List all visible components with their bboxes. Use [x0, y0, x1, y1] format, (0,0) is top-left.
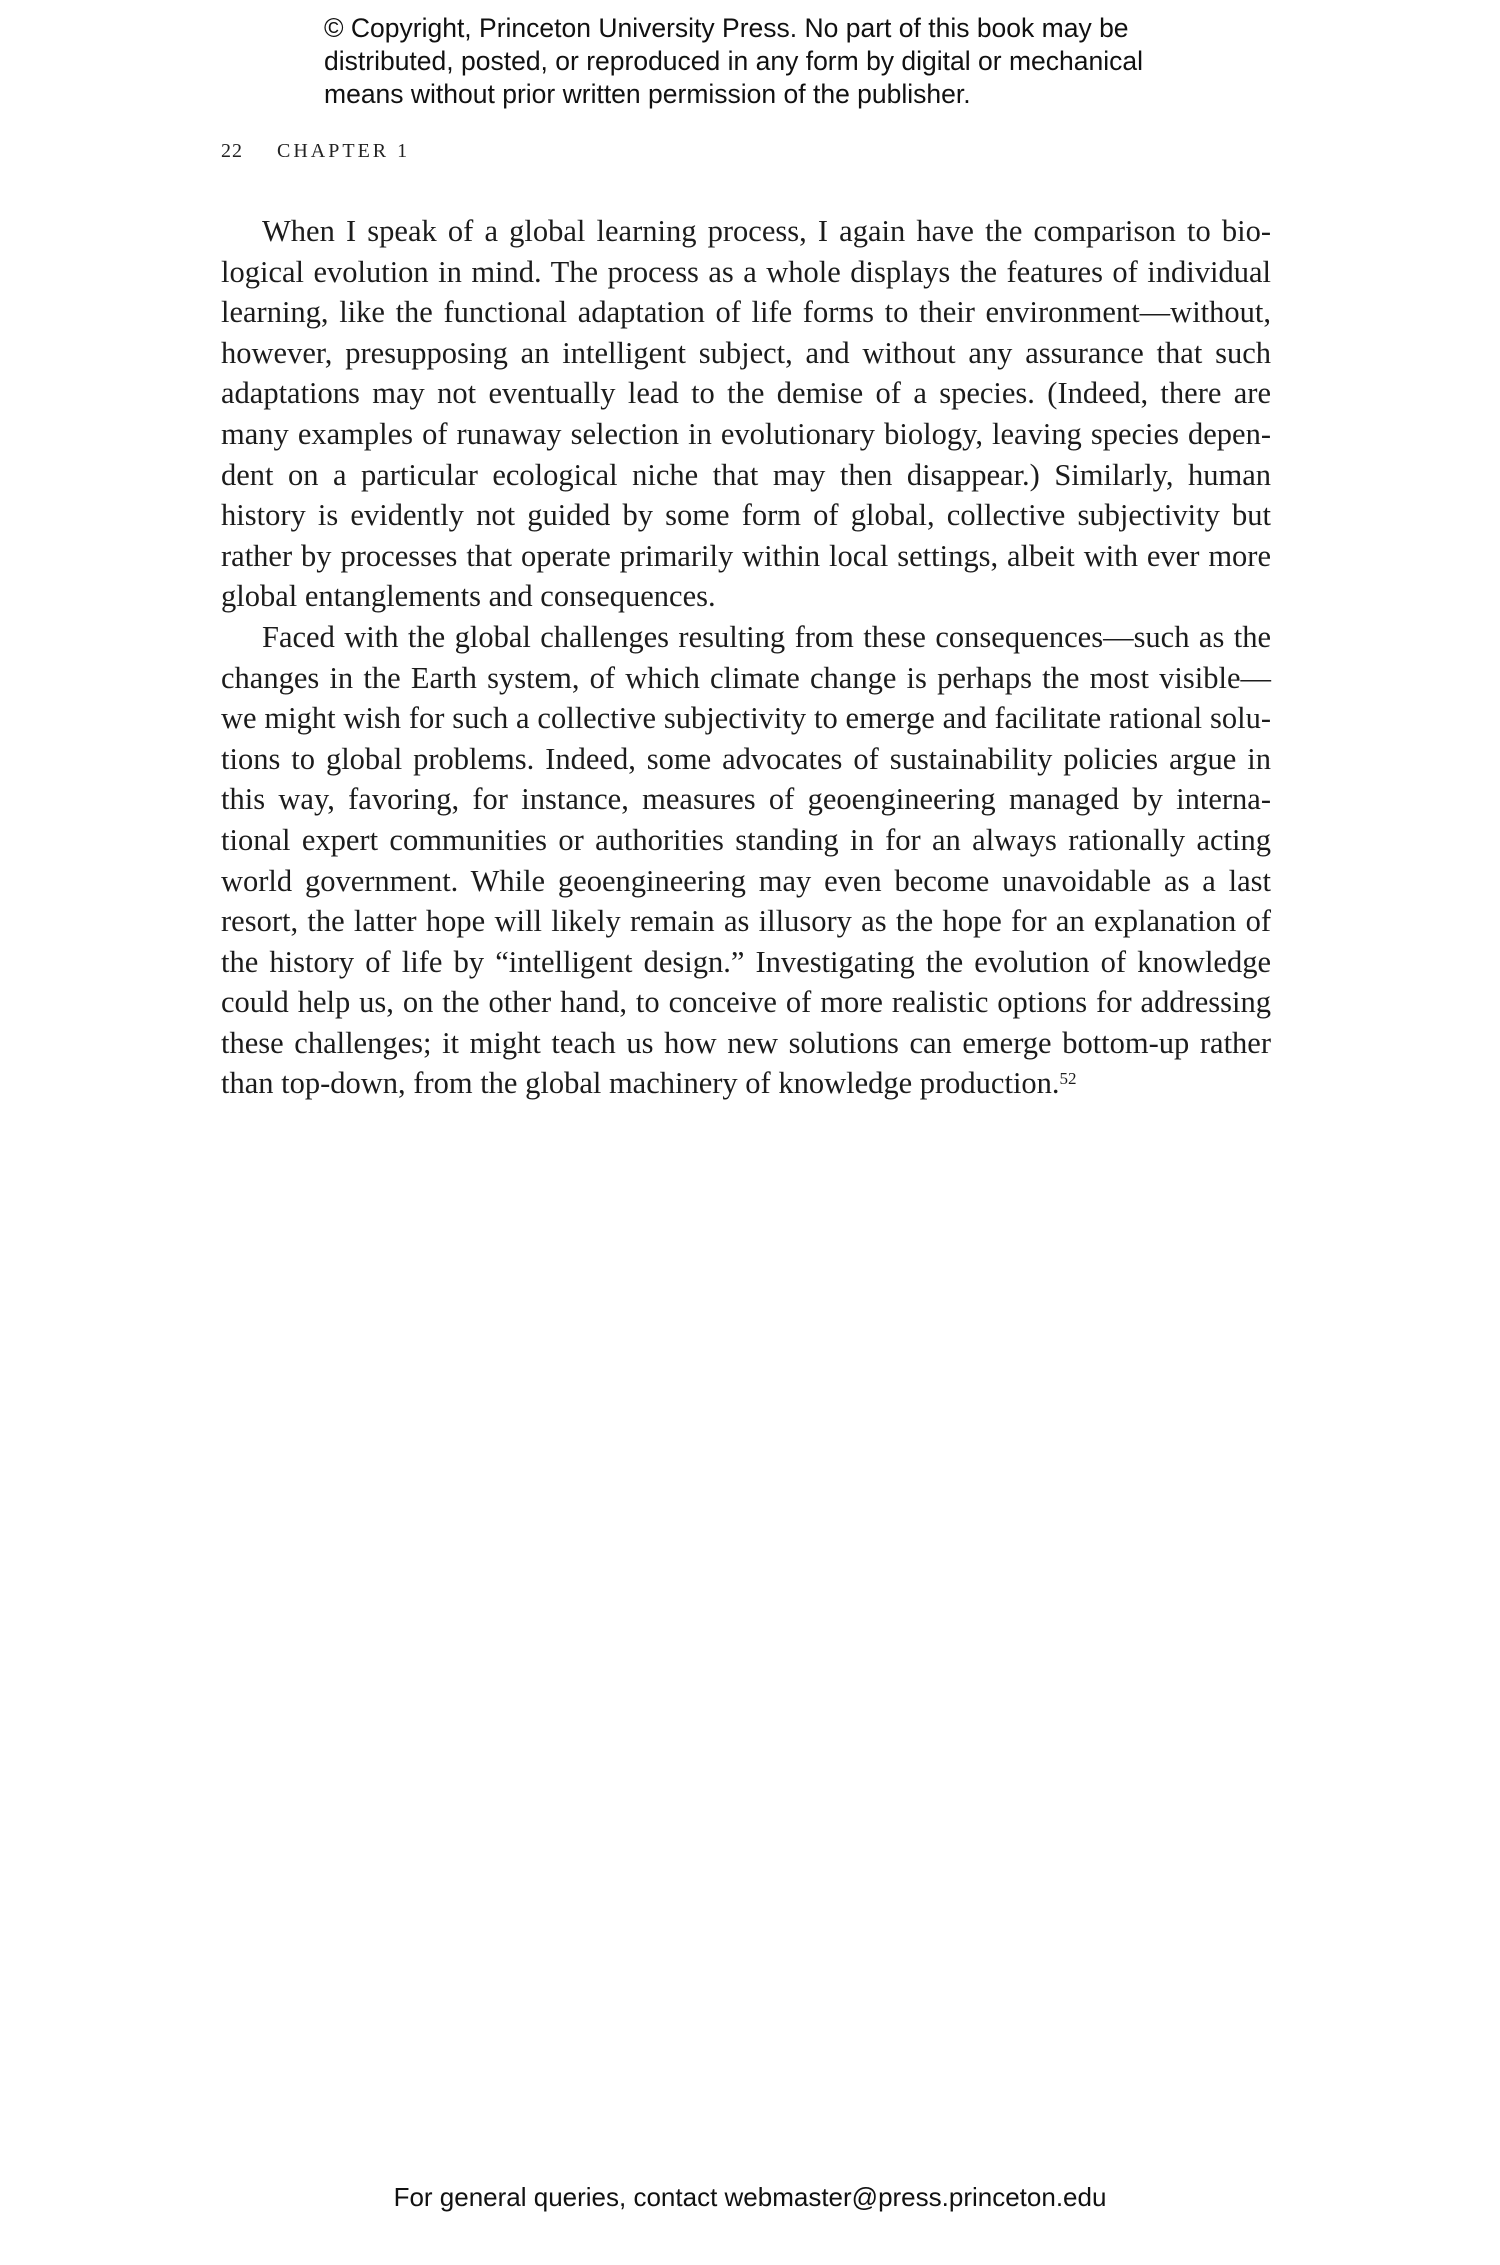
copyright-line: distributed, posted, or reproduced in any form by digital or mechanical	[324, 46, 1143, 76]
text-line	[221, 982, 1271, 1023]
line-text: learning, like the functional adaptation of life forms to their environment—without,	[221, 295, 1271, 330]
line-text: we might wish for such a collective subjectivity to emerge and facilitate rational solu-	[221, 701, 1271, 736]
text-line	[221, 333, 1271, 374]
text-line	[221, 617, 1271, 658]
text-line	[221, 658, 1271, 699]
line-text: global entanglements and consequences.	[221, 579, 716, 614]
line-text: tions to global problems. Indeed, some advocates of sustainability policies argue in	[221, 741, 1271, 776]
line-text: world government. While geoengineering may even become unavoidable as a last	[221, 863, 1271, 898]
line-text: logical evolution in mind. The process as a whole displays the features of individual	[221, 254, 1271, 289]
body-text	[221, 211, 1271, 1104]
line-text: could help us, on the other hand, to conceive of more realistic options for addressing	[221, 985, 1271, 1020]
line-text: than top-down, from the global machinery of knowledge production.	[221, 1066, 1060, 1101]
line-text: Faced with the global challenges resulting from these consequences—such as the	[262, 619, 1271, 654]
footnote-ref[interactable]: 52	[1059, 1069, 1077, 1089]
line-text: many examples of runaway selection in evolutionary biology, leaving species depen-	[221, 416, 1271, 451]
text-line	[221, 536, 1271, 577]
text-line	[221, 1023, 1271, 1064]
text-line	[221, 942, 1271, 983]
text-line	[221, 861, 1271, 902]
paragraph	[221, 617, 1271, 1104]
text-line	[221, 211, 1271, 252]
text-line	[221, 373, 1271, 414]
text-line	[221, 698, 1271, 739]
text-line	[221, 901, 1271, 942]
copyright-notice	[324, 12, 1184, 111]
footer-contact: For general queries, contact webmaster@press.princeton.edu	[393, 2182, 1107, 2212]
text-line	[221, 1063, 1271, 1104]
line-text: these challenges; it might teach us how new solutions can emerge bottom-up rather	[221, 1025, 1271, 1060]
page-number: 22	[221, 140, 243, 162]
line-text: When I speak of a global learning process, I again have the comparison to bio-	[262, 214, 1271, 248]
text-line	[221, 739, 1271, 780]
copyright-line: © Copyright, Princeton University Press. No part of this book may be	[324, 13, 1129, 43]
text-line	[221, 779, 1271, 820]
paragraph	[221, 211, 1271, 617]
line-text: the history of life by “intelligent design.” Investigating the evolution of knowledge	[221, 944, 1271, 979]
line-text: resort, the latter hope will likely remain as illusory as the hope for an explanation of	[221, 904, 1271, 939]
line-text: history is evidently not guided by some form of global, collective subjectivity but	[221, 498, 1271, 533]
chapter-label: CHAPTER 1	[277, 140, 411, 162]
line-text: adaptations may not eventually lead to the demise of a species. (Indeed, there are	[221, 376, 1271, 411]
text-line	[221, 455, 1271, 496]
text-line	[221, 292, 1271, 333]
line-text: rather by processes that operate primarily within local settings, albeit with ever more	[221, 538, 1271, 573]
line-text: however, presupposing an intelligent subject, and without any assurance that such	[221, 335, 1271, 370]
text-line	[221, 576, 1271, 617]
text-line	[221, 820, 1271, 861]
text-line	[221, 495, 1271, 536]
line-text: this way, favoring, for instance, measures of geoengineering managed by interna-	[221, 782, 1271, 817]
text-line	[221, 414, 1271, 455]
text-line	[221, 252, 1271, 293]
running-head	[221, 140, 410, 163]
line-text: tional expert communities or authorities standing in for an always rationally acting	[221, 822, 1271, 857]
line-text: dent on a particular ecological niche that may then disappear.) Similarly, human	[221, 457, 1271, 492]
copyright-line: means without prior written permission of the publisher.	[324, 79, 971, 109]
line-text: changes in the Earth system, of which climate change is perhaps the most visible—	[221, 660, 1271, 695]
